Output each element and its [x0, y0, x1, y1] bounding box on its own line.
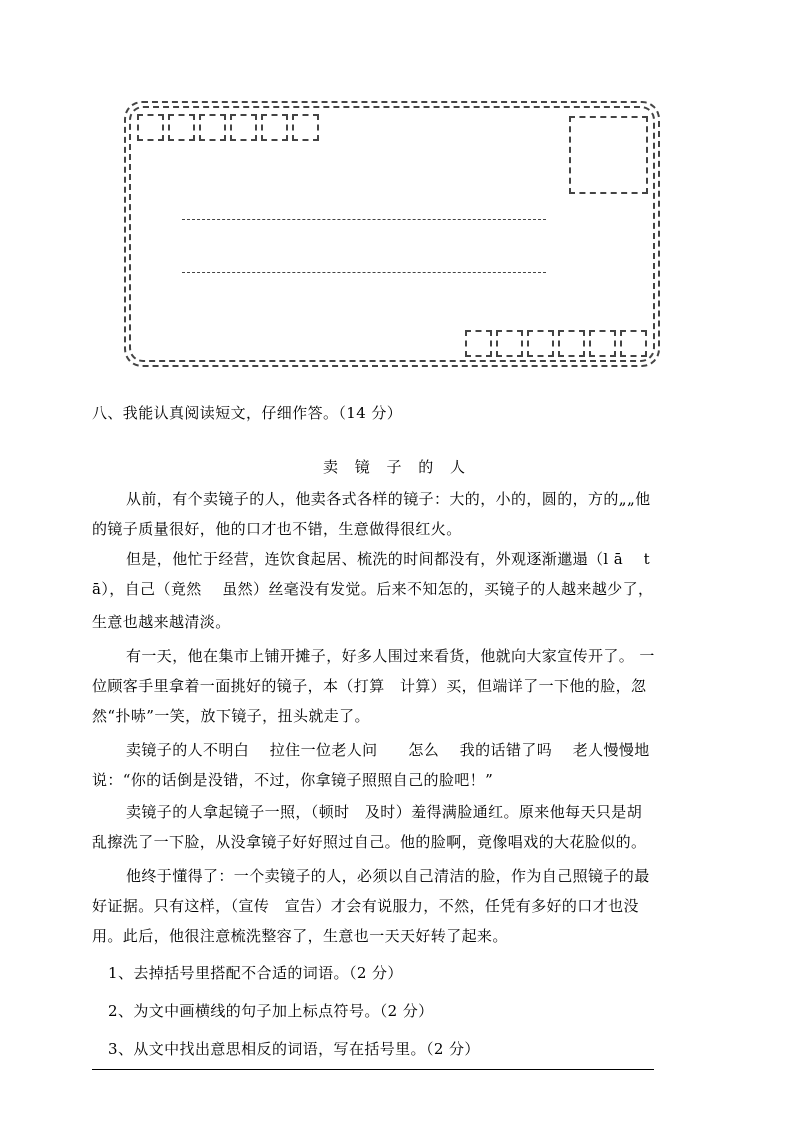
postal-code-box: [199, 114, 226, 141]
postal-code-box: [292, 114, 319, 141]
paragraph-4-line-2: 说：“你的话倒是没错，不过，你拿镜子照照自己的脸吧！”: [92, 771, 494, 789]
postal-code-boxes-top: [137, 114, 319, 141]
paragraph-2-line-2: ā），自己（竟然 虽然）丝毫没有发觉。后来不知怎的，买镜子的人越来越少了，: [92, 580, 654, 598]
paragraph-4-line-1: 卖镜子的人不明白 拉住一位老人问 怎么 我的话错了吗 老人慢慢地: [126, 741, 650, 759]
question-2: 2、为文中画横线的句子加上标点符号。（2 分）: [108, 1002, 434, 1020]
paragraph-1-line-2: 的镜子质量很好，他的口才也不错，生意做得很红火。: [92, 520, 462, 538]
paragraph-1-line-1: 从前，有个卖镜子的人，他卖各式各样的镜子：大的，小的，圆的，方的„„他: [126, 490, 651, 508]
postal-code-box: [527, 330, 554, 357]
address-line-1: [182, 219, 546, 220]
question-3: 3、从文中找出意思相反的词语，写在括号里。（2 分）: [108, 1040, 480, 1058]
paragraph-2-line-1: 但是，他忙于经营，连饮食起居、梳洗的时间都没有，外观逐渐邋遢（l ā t: [126, 550, 651, 568]
paragraph-5-line-2: 乱擦洗了一下脸，从没拿镜子好好照过自己。他的脸啊，竟像唱戏的大花脸似的。: [92, 833, 647, 851]
postal-code-box: [589, 330, 616, 357]
story-title: 卖 镜 子 的 人: [322, 458, 472, 476]
postal-code-box: [137, 114, 164, 141]
postal-code-box: [558, 330, 585, 357]
postal-code-box: [168, 114, 195, 141]
postal-code-box: [465, 330, 492, 357]
paragraph-3-line-2: 位顾客手里拿着一面挑好的镜子，本（打算 计算）买，但端详了一下他的脸，忽: [92, 677, 647, 695]
postal-code-box: [620, 330, 647, 357]
paragraph-6-line-1: 他终于懂得了：一个卖镜子的人，必须以自己清洁的脸，作为自己照镜子的最: [126, 867, 650, 885]
section-heading: 八、我能认真阅读短文，仔细作答。（14 分）: [92, 404, 403, 422]
address-line-2: [182, 272, 546, 273]
postal-code-box: [230, 114, 257, 141]
postal-code-box: [496, 330, 523, 357]
paragraph-6-line-3: 用。此后，他很注意梳洗整容了，生意也一天天好转了起来。: [92, 927, 508, 945]
stamp-box: [569, 116, 648, 194]
paragraph-2-line-3: 生意也越来越清淡。: [92, 613, 231, 631]
paragraph-3-line-3: 然“扑哧”一笑，放下镜子，扭头就走了。: [92, 707, 370, 725]
paragraph-6-line-2: 好证据。只有这样，（宣传 宣告）才会有说服力，不然，任凭有多好的口才也没: [92, 897, 639, 915]
paragraph-3-line-1: 有一天，他在集市上铺开摊子，好多人围过来看货，他就向大家宣传开了。 一: [126, 647, 655, 665]
postal-code-boxes-bottom: [465, 330, 647, 357]
answer-line: [92, 1069, 654, 1070]
question-1: 1、去掉括号里搭配不合适的词语。（2 分）: [108, 964, 403, 982]
envelope-drawing: [124, 101, 660, 367]
paragraph-5-line-1: 卖镜子的人拿起镜子一照，（顿时 及时）羞得满脸通红。原来他每天只是胡: [126, 803, 643, 821]
postal-code-box: [261, 114, 288, 141]
